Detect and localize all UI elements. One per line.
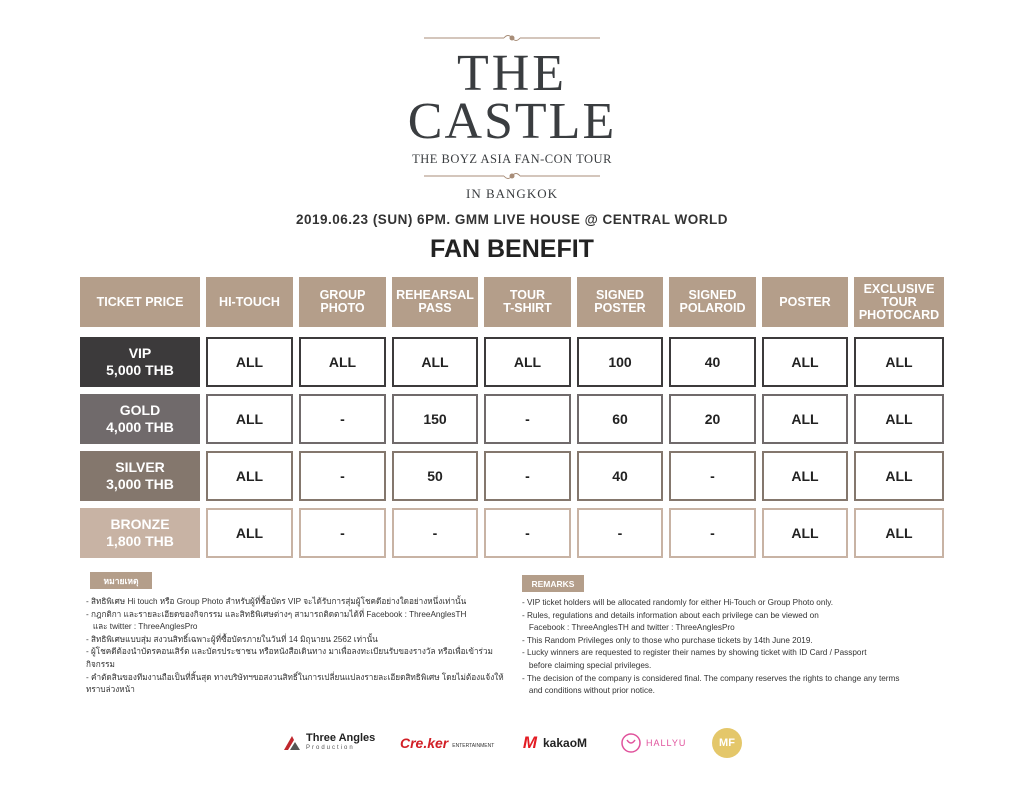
tier-cell xyxy=(80,508,200,558)
benefit-cell: ALL xyxy=(299,337,386,387)
benefit-cell: - xyxy=(299,508,386,558)
remark-item: before claiming special privileges. xyxy=(522,660,652,670)
benefit-cell: 20 xyxy=(669,394,756,444)
header-cell: HI-TOUCH xyxy=(206,277,293,327)
kakaom-text: kakaoM xyxy=(543,736,588,750)
ornament-divider-bottom xyxy=(424,170,600,182)
tier-name: VIP xyxy=(128,345,152,361)
benefit-cell: - xyxy=(669,451,756,501)
tier-name: BRONZE xyxy=(110,516,170,532)
remark-item: - This Random Privileges only to those who purchase tickets by 14th June 2019. xyxy=(522,635,813,645)
hallyu-logo xyxy=(620,728,686,758)
benefit-cell: ALL xyxy=(854,337,944,387)
remark-item: - สิทธิพิเศษ Hi touch หรือ Group Photo สำหรับผู้ที่ซื้อบัตร VIP จะได้รับการสุ่มผู้โชคดีอย่างใดอย่างหนึ่งเท่านั้น xyxy=(86,597,467,606)
hallyu-text: HALLYU xyxy=(646,738,687,748)
remark-item: - คำตัดสินของทีมงานถือเป็นที่สิ้นสุด ทางบริษัทฯขอสงวนสิทธิ์ในการเปลี่ยนแปลงรายละเอียดสิทธิพิเศษ โดยไม่ต้องแจ้งให้ทราบล่วงหน้า xyxy=(86,672,504,695)
three-angles-icon xyxy=(282,734,302,752)
tier-cell xyxy=(80,451,200,501)
benefit-cell: - xyxy=(299,451,386,501)
benefit-cell: ALL xyxy=(392,337,478,387)
three-angles-logo xyxy=(282,728,375,758)
remarks-en-label: REMARKS xyxy=(522,575,584,592)
remark-item: - สิทธิพิเศษแบบสุ่ม สงวนสิทธิ์เฉพาะผู้ที่ซื้อบัตรภายในวันที่ 14 มิถุนายน 2562 เท่านั้น xyxy=(86,634,378,644)
remark-item: - Lucky winners are requested to register their names by showing ticket with ID Card / Passport xyxy=(522,648,867,658)
benefit-cell: 40 xyxy=(669,337,756,387)
benefit-cell: 60 xyxy=(577,394,663,444)
three-angles-subtext: Production xyxy=(306,745,355,751)
benefit-cell: ALL xyxy=(206,451,293,501)
kakaom-icon: M xyxy=(522,733,538,752)
remark-item: และ twitter : ThreeAnglesPro xyxy=(86,622,198,632)
tier-cell xyxy=(80,337,200,387)
tour-name: THE BOYZ ASIA FAN-CON TOUR xyxy=(412,152,612,166)
header-cell: REHEARSAL PASS xyxy=(392,277,478,327)
remark-item: - The decision of the company is considered final. The company reserves the rights to change any terms xyxy=(522,673,900,683)
benefit-cell: ALL xyxy=(206,394,293,444)
title-the: THE xyxy=(456,45,568,102)
benefit-cell: 50 xyxy=(392,451,478,501)
benefit-cell: - xyxy=(577,508,663,558)
tier-price: 5,000 THB xyxy=(106,362,174,378)
tier-cell xyxy=(80,394,200,444)
header-cell: GROUP PHOTO xyxy=(299,277,386,327)
benefit-cell: 40 xyxy=(577,451,663,501)
benefit-cell: - xyxy=(392,508,478,558)
tier-name: GOLD xyxy=(119,402,161,418)
title-castle: CASTLE xyxy=(407,93,617,150)
header-cell: SIGNED POSTER xyxy=(577,277,663,327)
benefit-cell: ALL xyxy=(854,451,944,501)
sponsor-logos xyxy=(0,728,1024,758)
kakaom-logo xyxy=(521,728,587,758)
remark-item: - กฎกติกา และรายละเอียดของกิจกรรม และสิทธิพิเศษต่างๆ สามารถติดตามได้ที่ Facebook : ThreeAnglesTH xyxy=(86,609,467,619)
creker-logo xyxy=(400,728,494,758)
benefit-cell: - xyxy=(299,394,386,444)
city-label: IN BANGKOK xyxy=(466,186,558,201)
remark-item: - ผู้โชคดีต้องนำบัตรคอนเสิร์ต และบัตรประชาชน หรือหนังสือเดินทาง มาเพื่อลงทะเบียนรับของรางวัล หรือเพื่อเข้าร่วมกิจกรรม xyxy=(86,647,493,669)
benefit-cell: - xyxy=(669,508,756,558)
creker-text: Cre.ker xyxy=(400,735,449,751)
benefit-cell: ALL xyxy=(484,337,571,387)
tier-name: SILVER xyxy=(115,459,165,475)
remark-item: Facebook : ThreeAnglesTH and twitter : ThreeAnglesPro xyxy=(522,623,735,633)
three-angles-text: Three Angles xyxy=(306,732,376,744)
benefit-cell: - xyxy=(484,451,571,501)
remark-item: and conditions without prior notice. xyxy=(522,686,655,696)
remark-item: - Rules, regulations and details information about each privilege can be viewed on xyxy=(522,610,819,620)
benefit-cell: ALL xyxy=(206,508,293,558)
mf-logo xyxy=(712,728,742,758)
remarks-th-list xyxy=(86,596,506,697)
mf-icon: MF xyxy=(712,728,742,758)
header-cell: EXCLUSIVE TOUR PHOTOCARD xyxy=(854,277,944,327)
event-info: 2019.06.23 (SUN) 6PM. GMM LIVE HOUSE @ CENTRAL WORLD xyxy=(296,212,728,227)
section-title: FAN BENEFIT xyxy=(430,235,594,263)
benefit-cell: ALL xyxy=(854,394,944,444)
benefit-cell: 150 xyxy=(392,394,478,444)
remarks-th-label: หมายเหตุ xyxy=(90,572,152,589)
benefit-cell: - xyxy=(484,508,571,558)
header-cell: TICKET PRICE xyxy=(80,277,200,327)
creker-subtext: ENTERTAINMENT xyxy=(452,743,495,749)
benefit-cell: ALL xyxy=(762,451,848,501)
tier-price: 4,000 THB xyxy=(106,419,174,435)
header-cell: POSTER xyxy=(762,277,848,327)
tier-price: 1,800 THB xyxy=(106,533,174,549)
header-cell: SIGNED POLAROID xyxy=(669,277,756,327)
benefit-cell: ALL xyxy=(762,337,848,387)
benefit-cell: ALL xyxy=(854,508,944,558)
header-cell: TOUR T-SHIRT xyxy=(484,277,571,327)
benefit-cell: 100 xyxy=(577,337,663,387)
remarks-en-list xyxy=(522,597,942,698)
hallyu-icon xyxy=(620,732,642,754)
benefit-cell: ALL xyxy=(206,337,293,387)
ornament-divider-top xyxy=(424,32,600,44)
tier-price: 3,000 THB xyxy=(106,476,174,492)
benefit-cell: ALL xyxy=(762,394,848,444)
remark-item: - VIP ticket holders will be allocated randomly for either Hi-Touch or Group Photo only. xyxy=(522,598,833,607)
benefit-cell: - xyxy=(484,394,571,444)
benefit-cell: ALL xyxy=(762,508,848,558)
